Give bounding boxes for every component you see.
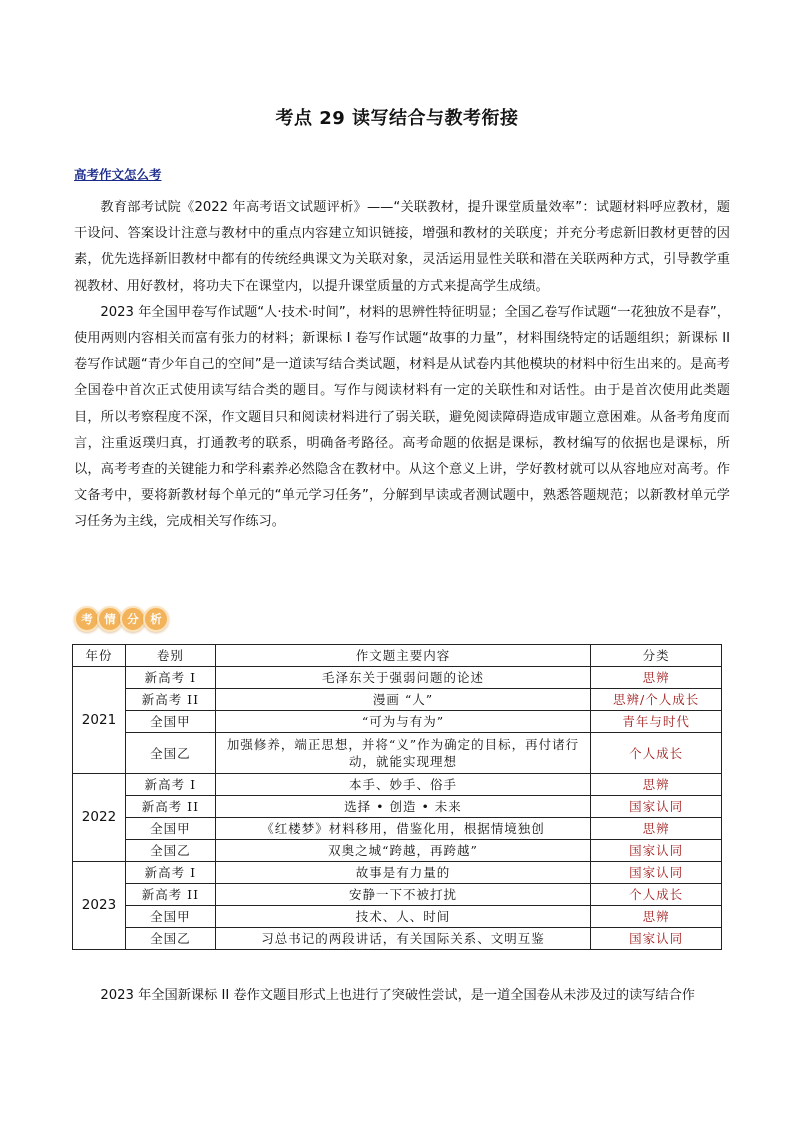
paper-cell: 全国乙 bbox=[125, 928, 215, 950]
header-category: 分类 bbox=[591, 645, 722, 667]
table-row bbox=[73, 928, 722, 950]
table-row bbox=[73, 774, 722, 796]
category-cell: 思辨/个人成长 bbox=[591, 689, 722, 711]
year-cell: 2023 bbox=[73, 862, 126, 950]
paper-cell: 新高考 I bbox=[125, 774, 215, 796]
year-cell: 2021 bbox=[73, 667, 126, 774]
category-cell: 思辨 bbox=[591, 906, 722, 928]
badge-char: 情 bbox=[97, 606, 123, 632]
table-row bbox=[73, 906, 722, 928]
category-cell: 国家认同 bbox=[591, 840, 722, 862]
table-row bbox=[73, 818, 722, 840]
category-cell: 思辨 bbox=[591, 667, 722, 689]
content-cell: “可为与有为” bbox=[215, 711, 590, 733]
paper-cell: 新高考 II bbox=[125, 796, 215, 818]
content-cell: 习总书记的两段讲话，有关国际关系、文明互鉴 bbox=[215, 928, 590, 950]
paper-cell: 新高考 I bbox=[125, 667, 215, 689]
table-row bbox=[73, 689, 722, 711]
year-cell: 2022 bbox=[73, 774, 126, 862]
content-cell: 本手、妙手、俗手 bbox=[215, 774, 590, 796]
content-cell: 加强修养，端正思想，并将“义”作为确定的目标，再付诸行动，就能实现理想 bbox=[215, 733, 590, 774]
header-content: 作文题主要内容 bbox=[215, 645, 590, 667]
table-row bbox=[73, 884, 722, 906]
paragraph: 教育部考试院《2022 年高考语文试题评析》——“关联教材，提升课堂质量效率”：试题材料呼应教材，题干设问、答案设计注意与教材中的重点内容建立知识链接，增强和教材的关联度；并充分考虑新旧教材更替的因素，优先选择新旧教材中都有的传统经典课文为关联对象，灵活运用显性关联和潜在关联两种方式，引导教学重视教材、用好教材，将功夫下在课堂内，以提升课堂质量的方式来提高学生成绩。 bbox=[74, 200, 730, 294]
category-cell: 个人成长 bbox=[591, 733, 722, 774]
paper-cell: 全国甲 bbox=[125, 711, 215, 733]
content-cell: 选择 • 创造 • 未来 bbox=[215, 796, 590, 818]
paper-cell: 新高考 II bbox=[125, 689, 215, 711]
intro-body bbox=[74, 195, 730, 536]
paper-cell: 全国甲 bbox=[125, 906, 215, 928]
table-row bbox=[73, 862, 722, 884]
paper-cell: 全国甲 bbox=[125, 818, 215, 840]
table-header-row bbox=[73, 645, 722, 667]
category-cell: 青年与时代 bbox=[591, 711, 722, 733]
content-cell: 漫画 “人” bbox=[215, 689, 590, 711]
category-cell: 思辨 bbox=[591, 818, 722, 840]
category-cell: 国家认同 bbox=[591, 796, 722, 818]
content-cell: 毛泽东关于强弱问题的论述 bbox=[215, 667, 590, 689]
table-row bbox=[73, 711, 722, 733]
header-paper: 卷别 bbox=[125, 645, 215, 667]
paper-cell: 新高考 II bbox=[125, 884, 215, 906]
category-cell: 国家认同 bbox=[591, 862, 722, 884]
badge-char: 考 bbox=[74, 606, 100, 632]
paragraph: 2023 年全国甲卷写作试题“人·技术·时间”，材料的思辨性特征明显；全国乙卷写作试题“一花独放不是春”，使用两则内容相关而富有张力的材料；新课标 I 卷写作试题“故事的力量”，材料围绕特定的话题组织；新课标 II 卷写作试题“青少年自己的空间”是一道读写结合类试题，材料是从试卷内其他模块的材料中衍生出来的。是高考全国卷中首次正式使用读写结合类的题目。写作与阅读材料有一定的关联性和对话性。由于是首次使用此类题目，所以考察程度不深，作文题目只和阅读材料进行了弱关联，避免阅读障碍造成审题立意困难。从备考角度而言，注重返璞归真，打通教考的联系，明确备考路径。高考命题的依据是课标，教材编写的依据也是课标，所以，高考考查的关键能力和学科素养必然隐含在教材中。从这个意义上讲，学好教材就可以从容地应对高考。作文备考中，要将新教材每个单元的“单元学习任务”，分解到早读或者测试题中，熟悉答题规范；以新教材单元学习任务为主线，完成相关写作练习。 bbox=[74, 304, 730, 530]
paper-cell: 全国乙 bbox=[125, 840, 215, 862]
table-row bbox=[73, 667, 722, 689]
badge-char: 析 bbox=[143, 606, 169, 632]
content-cell: 双奥之城“跨越，再跨越” bbox=[215, 840, 590, 862]
section-heading: 高考作文怎么考 bbox=[74, 167, 162, 182]
badge-char: 分 bbox=[120, 606, 146, 632]
exam-analysis-badge bbox=[74, 606, 166, 632]
category-cell: 思辨 bbox=[591, 774, 722, 796]
table-cut-mask bbox=[72, 971, 724, 974]
content-cell: 《红楼梦》材料移用，借鉴化用，根据情境独创 bbox=[215, 818, 590, 840]
page-title: 考点 29 读写结合与教考衔接 bbox=[275, 108, 519, 129]
category-cell: 国家认同 bbox=[591, 928, 722, 950]
tail-paragraph: 2023 年全国新课标 II 卷作文题目形式上也进行了突破性尝试，是一道全国卷从未涉及过的读写结合作 bbox=[100, 988, 695, 1003]
table-row bbox=[73, 840, 722, 862]
content-cell: 故事是有力量的 bbox=[215, 862, 590, 884]
header-year: 年份 bbox=[73, 645, 126, 667]
table-row bbox=[73, 796, 722, 818]
category-cell: 个人成长 bbox=[591, 884, 722, 906]
content-cell: 安静一下不被打扰 bbox=[215, 884, 590, 906]
exam-topics-table bbox=[72, 644, 722, 950]
paper-cell: 全国乙 bbox=[125, 733, 215, 774]
content-cell: 技术、人、时间 bbox=[215, 906, 590, 928]
table-row bbox=[73, 733, 722, 774]
paper-cell: 新高考 I bbox=[125, 862, 215, 884]
